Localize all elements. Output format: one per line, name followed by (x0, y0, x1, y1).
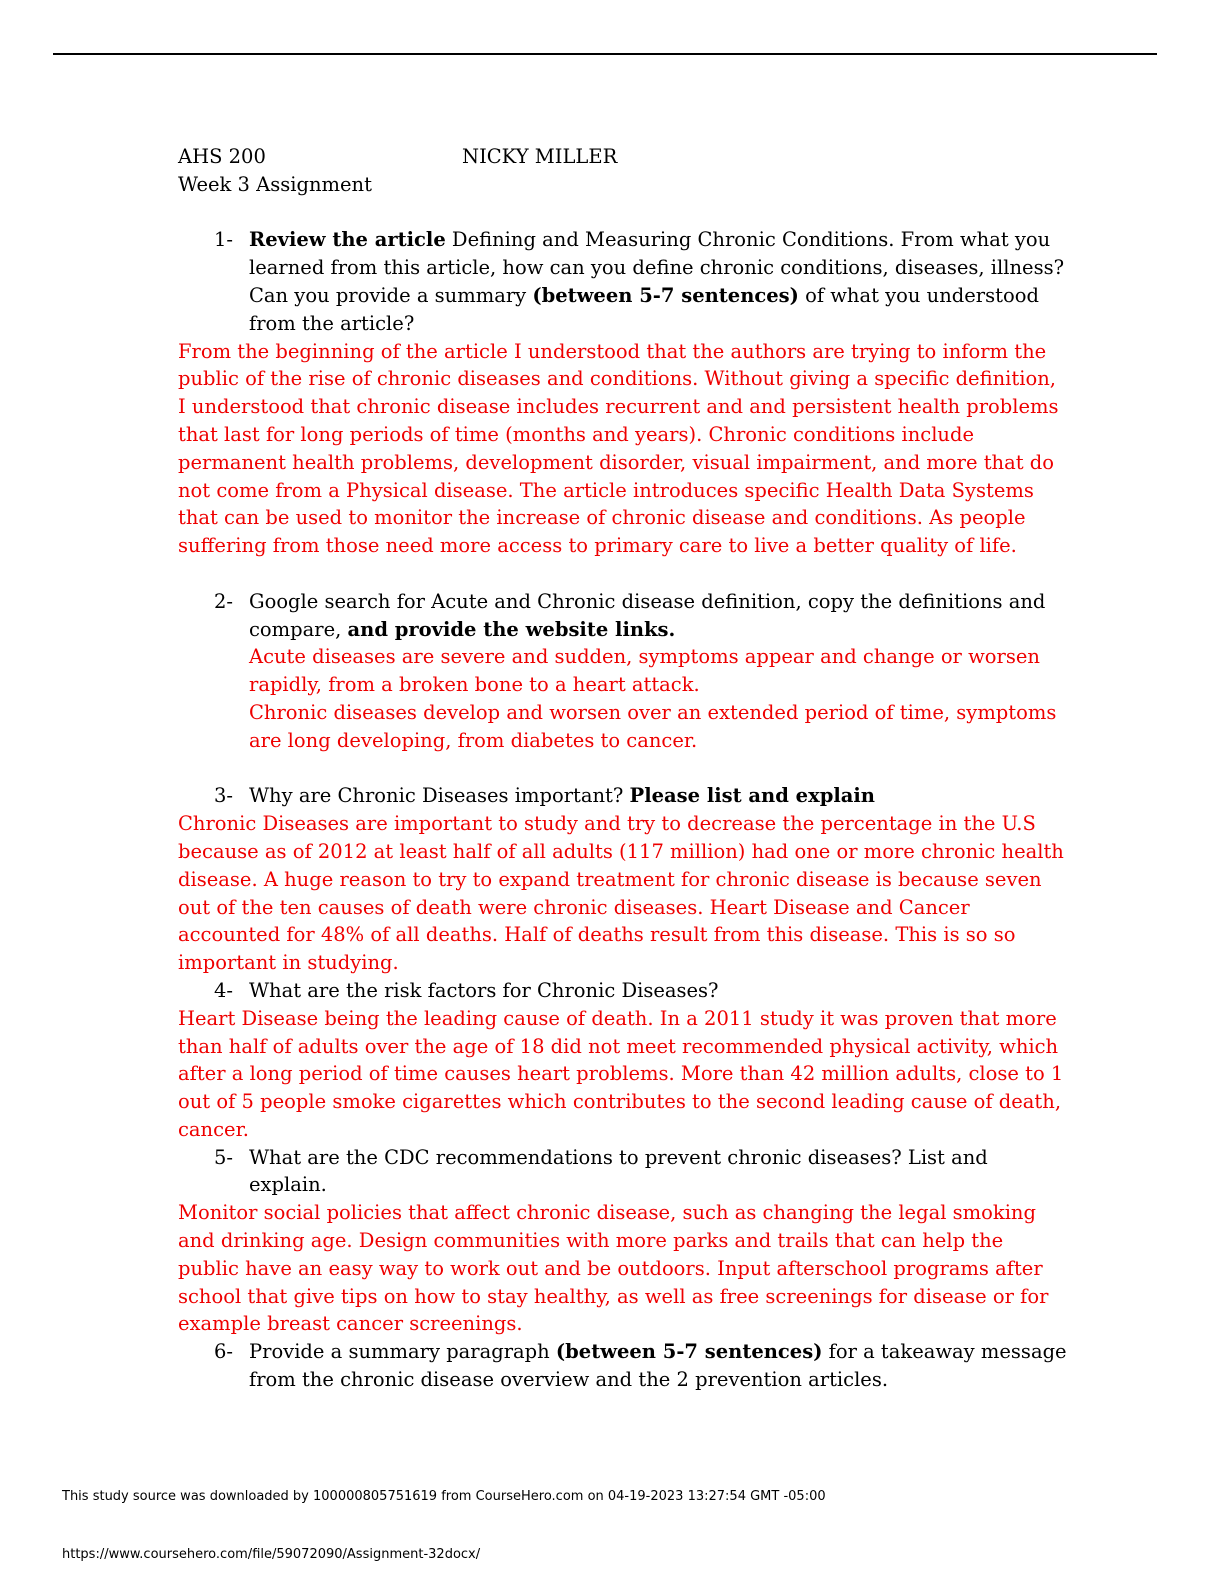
answer-2-acute: Acute diseases are severe and sudden, symptoms appear and change or worsen rapidly, from a broken bone to a heart attack. (249, 645, 1040, 697)
question-5 (178, 1144, 1068, 1200)
question-number: 1- (214, 228, 233, 252)
source-url-link[interactable]: https://www.coursehero.com/file/59072090/Assignment-32docx/ (62, 1547, 481, 1562)
question-bold-emphasis: (between 5-7 sentences) (555, 1340, 823, 1364)
question-text: Defining and Measuring Chronic Conditions. From what you learned from this article, how can you define chronic conditions, diseases, illness? Can you provide a summary (249, 228, 1065, 307)
question-6 (178, 1338, 1068, 1394)
question-bold-emphasis: (between 5-7 sentences) (532, 283, 799, 307)
question-number: 6- (214, 1340, 233, 1364)
question-number: 4- (214, 978, 233, 1002)
question-1 (178, 226, 1068, 337)
question-bold-lead: Review the article (249, 228, 446, 252)
download-notice: This study source was downloaded by 100000805751619 from CourseHero.com on 04-19-2023 13:27:54 GMT -05:00 (62, 1489, 826, 1504)
question-number: 5- (214, 1145, 233, 1169)
question-number: 2- (214, 589, 233, 613)
question-number: 3- (214, 784, 233, 808)
answer-5: Monitor social policies that affect chronic disease, such as changing the legal smoking and drinking age. Design communities with more parks and trails that can help the public have an easy way to work out and be outdoors. Input afterschool programs after school that give tips on how to stay healthy, as well as free screenings for disease or for example breast cancer screenings. (178, 1201, 1049, 1336)
question-4 (178, 977, 1068, 1005)
question-text: Google search for Acute and Chronic disease definition, copy the definitions and compare, (249, 589, 1046, 641)
answer-4: Heart Disease being the leading cause of death. In a 2011 study it was proven that more than half of adults over the age of 18 did not meet recommended physical activity, which after a long period of time causes heart problems. More than 42 million adults, close to 1 out of 5 people smoke cigarettes which contributes to the second leading cause of death, cancer. (178, 1006, 1064, 1141)
question-text: of what you understood from the article? (249, 283, 1039, 335)
answer-3: Chronic Diseases are important to study and try to decrease the percentage in the U.S because as of 2012 at least half of all adults (117 million) had one or more chronic health disease. A huge reason to try to expand treatment for chronic disease is because seven out of the ten causes of death were chronic diseases. Heart Disease and Cancer accounted for 48% of all deaths. Half of deaths result from this disease. This is so so important in studying. (178, 812, 1064, 975)
question-text: for a takeaway message from the chronic disease overview and the 2 prevention articles. (249, 1340, 1067, 1392)
header-line (178, 143, 1068, 171)
student-name: NICKY MILLER (462, 145, 618, 168)
question-text: What are the risk factors for Chronic Diseases? (249, 978, 719, 1002)
question-text: What are the CDC recommendations to prevent chronic diseases? List and explain. (249, 1145, 988, 1197)
document-body (178, 143, 1068, 1394)
question-bold-emphasis: and provide the website links. (347, 617, 676, 641)
question-text: Why are Chronic Diseases important? (249, 784, 630, 808)
question-bold-emphasis: Please list and explain (629, 784, 875, 808)
question-2 (178, 588, 1068, 755)
top-rule (53, 53, 1157, 55)
answer-2-chronic: Chronic diseases develop and worsen over an extended period of time, symptoms are long developing, from diabetes to cancer. (249, 700, 1057, 752)
answer-1: From the beginning of the article I understood that the authors are trying to inform the public of the rise of chronic diseases and conditions. Without giving a specific definition, I understood that chronic disease includes recurrent and and persistent health problems that last for long periods of time (months and years). Chronic conditions include permanent health problems, development disorder, visual impairment, and more that do not come from a Physical disease. The article introduces specific Health Data Systems that can be used to monitor the increase of chronic disease and conditions. As people suffering from those need more access to primary care to live a better quality of life. (178, 339, 1059, 558)
question-3 (178, 782, 1068, 810)
course-code: AHS 200 (178, 145, 266, 168)
assignment-title: Week 3 Assignment (178, 172, 372, 196)
question-text: Provide a summary paragraph (249, 1340, 556, 1364)
